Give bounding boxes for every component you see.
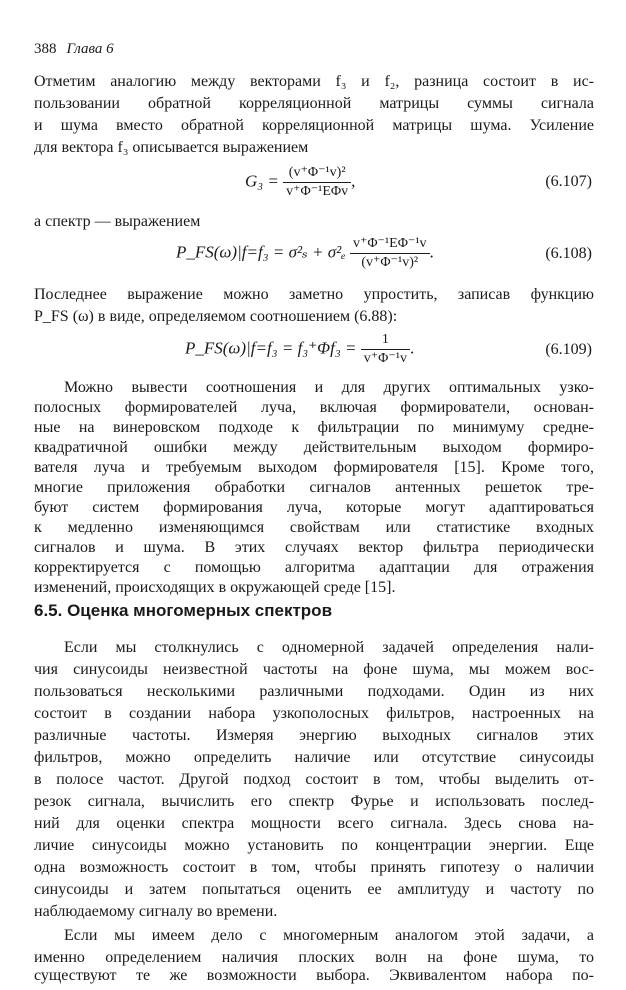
para3-line: в полосе частот. Другой подход состоит в том, чтобы выделить от- [34, 771, 594, 788]
between-text: Последнее выражение можно заметно упростить, записав функцию [34, 286, 594, 303]
eq108-tail: . [429, 242, 434, 262]
para2-line: Можно вывести соотношения и для других оптимальных узко- [64, 379, 594, 396]
para2-line: буют систем формирования луча, которые могут адаптироваться [34, 499, 594, 516]
para2-line: многие приложения обработки сигналов антенных решеток тре- [34, 479, 594, 496]
para2-line: вателя луча и требуемым выходом формирователя [15]. Кроме того, [34, 459, 594, 476]
para2-line: к медленно изменяющимся свойствам или статистике входных [34, 519, 594, 536]
eq108-fraction [350, 236, 430, 271]
eq109-numerator: 1 [361, 332, 410, 350]
para2-line: квадратичной ошибки между действительным выходом формиро- [34, 439, 594, 456]
equation-6-108 [176, 236, 434, 271]
equation-6-109 [185, 332, 414, 367]
eq109-tail: . [409, 338, 415, 358]
running-header [34, 40, 114, 58]
para1-line: для вектора f₃ описывается выражением [34, 139, 309, 156]
page-number: 388 [34, 41, 57, 57]
eq108-denominator: (v⁺Φ⁻¹v)² [361, 255, 419, 270]
eq109-denominator: v⁺Φ⁻¹v [363, 351, 407, 366]
equation-6-107 [245, 165, 355, 200]
para3-line: пользоваться несколькими различными подходами. Один из них [34, 683, 594, 700]
eq107-tail: , [351, 171, 356, 191]
eq109-lhs: P_FS(ω)|f=f₃ = f₃⁺Φf₃ = [185, 338, 357, 358]
para2-line: изменений, происходящих в окружающей среде [15]. [34, 579, 396, 596]
eq107-lhs: G₃ = [245, 171, 279, 191]
para3-line: личие синусоиды можно установить по концентрации энергии. Еще [34, 837, 594, 854]
para1-line: пользовании обратной корреляционной матрицы суммы сигнала [34, 95, 594, 112]
para3-line: различные частоты. Измеряя энергию выходных сигналов этих [34, 727, 594, 744]
para3-line: резок сигнала, вычислить его спектр Фурье и использовать послед- [34, 793, 594, 810]
eq107-number: (6.107) [545, 173, 592, 190]
eq107-numerator: (v⁺Φ⁻¹v)² [283, 165, 351, 183]
para4-line: именно определением наличия плоских волн на фоне шума, то [34, 949, 594, 966]
para3-line: состоит в создании набора узкополосных фильтров, настроенных на [34, 705, 594, 722]
para4-line: существуют те же возможности выбора. Эквивалентом набора по- [34, 967, 594, 984]
para3-line: синусоиды и затем попытаться оценить ее амплитуду и частоту по [34, 881, 594, 898]
eq108-lhs: P_FS(ω)|f=f₃ = σ²ₛ + σ²ₑ [176, 242, 346, 262]
para3-line: Если мы столкнулись с одномерной задачей определения нали- [64, 639, 594, 656]
eq108-number: (6.108) [545, 245, 592, 262]
between-text: P_FS (ω) в виде, определяемом соотношением (6.88): [34, 308, 398, 325]
para3-line: чия синусоиды неизвестной частоты на фоне шума, мы можем вос- [34, 661, 594, 678]
eq109-fraction [361, 332, 410, 367]
para1-line: и шума вместо обратной корреляционной матрицы шума. Усиление [34, 117, 594, 134]
eq108-numerator: v⁺Φ⁻¹EΦ⁻¹v [350, 236, 430, 254]
between-text: а спектр — выражением [34, 213, 201, 230]
para3-line: ний для оценки спектра мощности всего сигнала. Здесь снова на- [34, 815, 594, 832]
chapter-title: Глава 6 [66, 41, 114, 57]
para1-line: Отметим аналогию между векторами f₃ и f₂, разница состоит в ис- [34, 73, 595, 90]
para2-line: ные на винеровском подходе к фильтрации по минимуму средне- [34, 419, 594, 436]
eq107-fraction [283, 165, 351, 200]
para3-line: фильтров, можно определить наличие или отсутствие синусоиды [34, 749, 594, 766]
section-title: 6.5. Оценка многомерных спектров [34, 601, 333, 620]
eq109-number: (6.109) [545, 341, 592, 358]
para3-line: наблюдаемому сигналу во времени. [34, 903, 278, 920]
para3-line: одна возможность состоит в том, чтобы принять гипотезу о наличии [34, 859, 594, 876]
para4-line: Если мы имеем дело с многомерным аналогом этой задачи, а [64, 927, 594, 944]
para2-line: полосных формирователей луча, включая формирователи, основан- [34, 399, 594, 416]
para2-line: корректируется с помощью алгоритма адаптации для отражения [34, 559, 594, 576]
para2-line: сигналов и шума. В этих случаях вектор фильтра периодически [34, 539, 594, 556]
eq107-denominator: v⁺Φ⁻¹EΦv [286, 184, 349, 199]
